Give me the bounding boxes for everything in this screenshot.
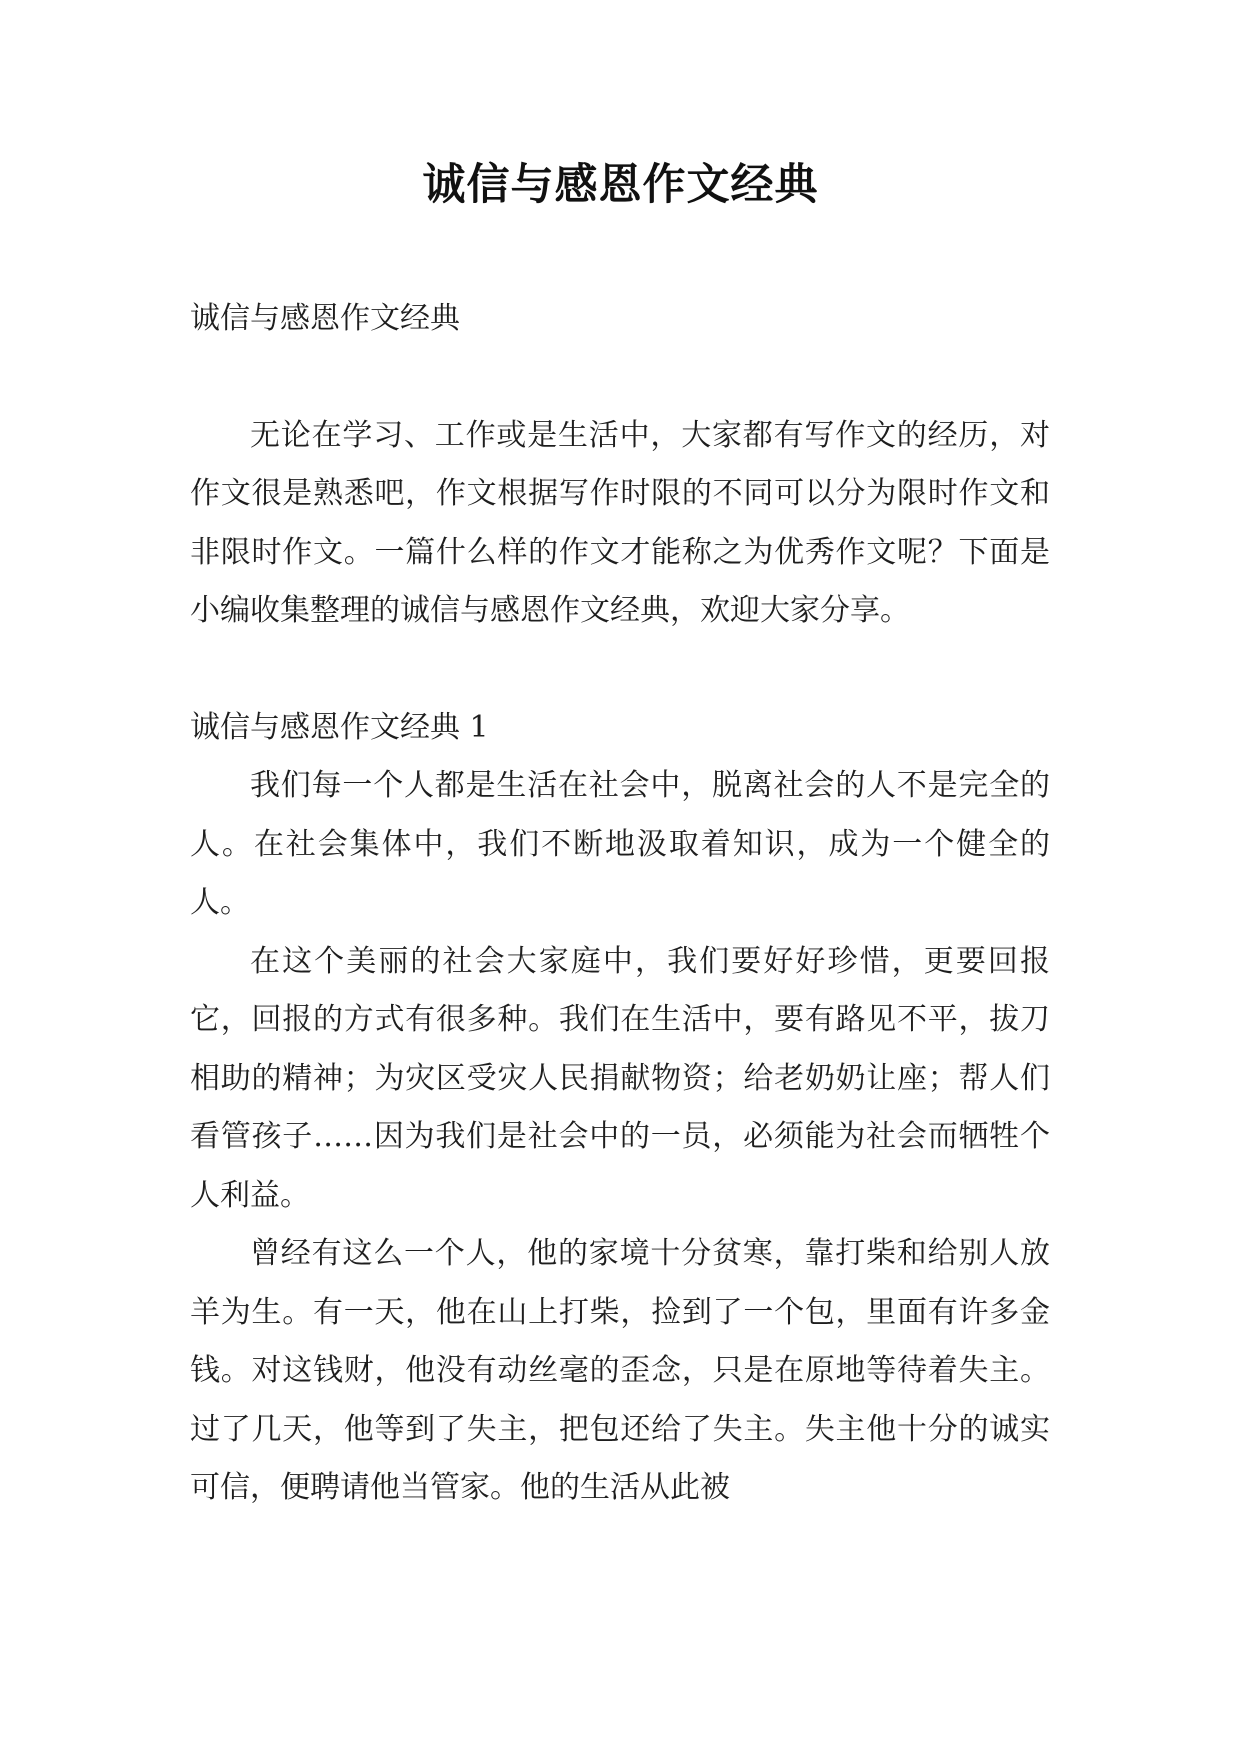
document-body xyxy=(190,290,1050,1518)
body-paragraph: 在这个美丽的社会大家庭中，我们要好好珍惜，更要回报它，回报的方式有很多种。我们在生活中，要有路见不平，拔刀相助的精神；为灾区受灾人民捐献物资；给老奶奶让座；帮人们看管孩子……因为我们是社会中的一员，必须能为社会而牺牲个人利益。 xyxy=(190,943,1050,1213)
body-paragraph: 我们每一个人都是生活在社会中，脱离社会的人不是完全的人。在社会集体中，我们不断地汲取着知识，成为一个健全的人。 xyxy=(190,768,1050,920)
document-subtitle: 诚信与感恩作文经典 xyxy=(190,301,460,336)
document-title: 诚信与感恩作文经典 xyxy=(422,160,819,210)
body-paragraph: 曾经有这么一个人，他的家境十分贫寒，靠打柴和给别人放羊为生。有一天，他在山上打柴，捡到了一个包，里面有许多金钱。对这钱财，他没有动丝毫的歪念，只是在原地等待着失主。过了几天，他等到了失主，把包还给了失主。失主他十分的诚实可信，便聘请他当管家。他的生活从此被 xyxy=(190,1236,1050,1505)
section-heading: 诚信与感恩作文经典 1 xyxy=(190,709,489,745)
intro-paragraph: 无论在学习、工作或是生活中，大家都有写作文的经历，对作文很是熟悉吧，作文根据写作时限的不同可以分为限时作文和非限时作文。一篇什么样的作文才能称之为优秀作文呢？下面是小编收集整理的诚信与感恩作文经典，欢迎大家分享。 xyxy=(190,417,1050,628)
